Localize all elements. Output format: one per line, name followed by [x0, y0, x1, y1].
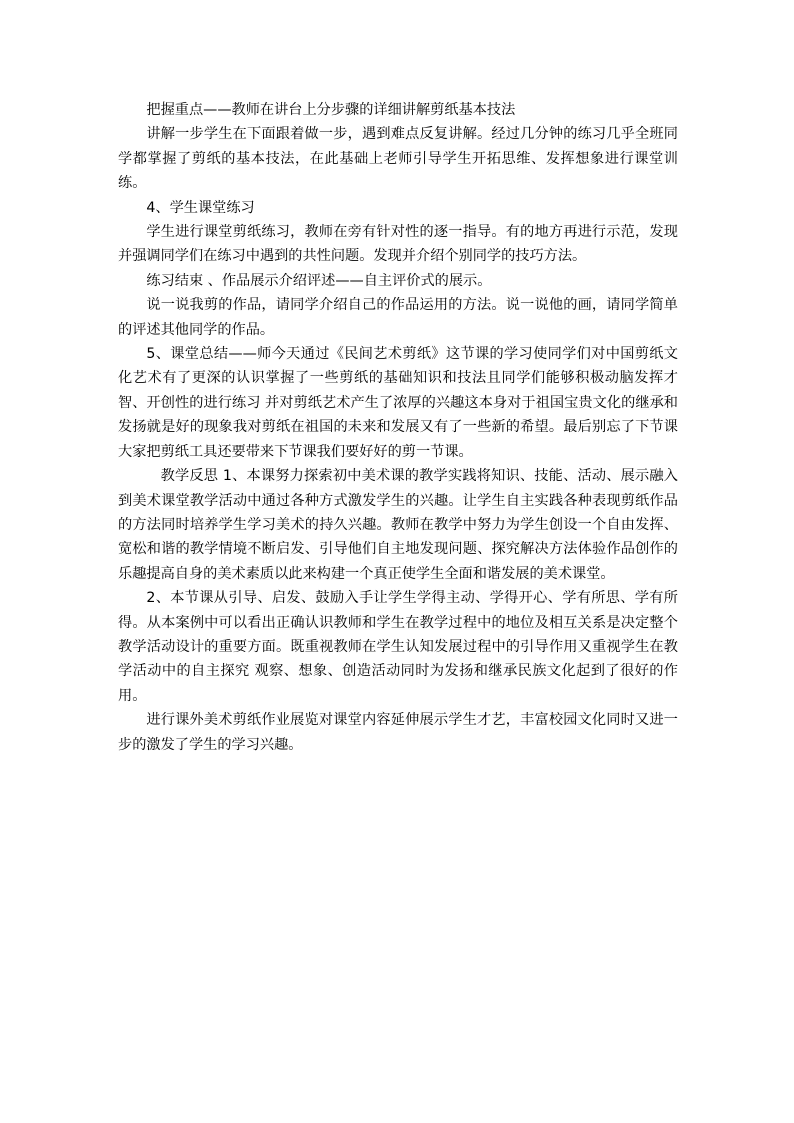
paragraph-teaching-reflection: 教学反思 1、本课努力探索初中美术课的教学实践将知识、技能、活动、展示融入到美术课堂教学活动中通过各种方式激发学生的兴趣。让学生自主实践各种表现剪纸作品的方法同时培养学生学习美术的持久兴趣。教师在教学中努力为学生创设一个自由发挥、宽松和谐的教学情境不断启发、引导他们自主地发现问题、探究解决方法体验作品创作的乐趣提高自身的美术素质以此来构建一个真正使学生全面和谐发展的美术课堂。 — [118, 468, 678, 582]
paragraph-reflection-point-two: 2、本节课从引导、启发、鼓励入手让学生学得主动、学得开心、学有所思、学有所得。从本案例中可以看出正确认识教师和学生在教学过程中的地位及相互关系是决定整个教学活动设计的重要方面。既重视教师在学生认知发展过程中的引导作用又重视学生在教学活动中的自主探究 观察、想象、创造活动同时为发扬和继承民族文化起到了很好的作用。 — [118, 590, 678, 704]
paragraph-extracurricular-exhibition: 进行课外美术剪纸作业展览对课堂内容延伸展示学生才艺，丰富校园文化同时又进一步的激发了学生的学习兴趣。 — [118, 712, 678, 753]
document-page — [118, 98, 678, 757]
paragraph-step-explanation: 讲解一步学生在下面跟着做一步，遇到难点反复讲解。经过几分钟的练习几乎全班同学都掌握了剪纸的基本技法，在此基础上老师引导学生开拓思维、发挥想象进行课堂训练。 — [118, 126, 678, 192]
paragraph-work-display: 练习结束 、作品展示介绍评述——自主评价式的展示。 — [146, 272, 492, 289]
paragraph-practice-guidance: 学生进行课堂剪纸练习，教师在旁有针对性的逐一指导。有的地方再进行示范，发现并强调同学们在练习中遇到的共性问题。发现并介绍个别同学的技巧方法。 — [118, 224, 678, 265]
paragraph-focus-points: 把握重点——教师在讲台上分步骤的详细讲解剪纸基本技法 — [146, 102, 516, 118]
paragraph-class-summary: 5、课堂总结——师今天通过《民间艺术剪纸》这节课的学习使同学们对中国剪纸文化艺术有了更深的认识掌握了一些剪纸的基础知识和技法且同学们能够积极动脑发挥才智、开创性的进行练习 并对剪纸艺术产生了浓厚的兴趣这本身对于祖国宝贵文化的继承和发扬就是好的现象我对剪纸在祖国的未来和发展又有了一些新的希望。最后别忘了下节课大家把剪纸工具还要带来下节课我们要好好的剪一节课。 — [118, 346, 678, 460]
section-heading-classroom-practice: 4、学生课堂练习 — [146, 199, 255, 216]
paragraph-peer-review: 说一说我剪的作品，请同学介绍自己的作品运用的方法。说一说他的画，请同学简单的评述其他同学的作品。 — [118, 297, 678, 338]
